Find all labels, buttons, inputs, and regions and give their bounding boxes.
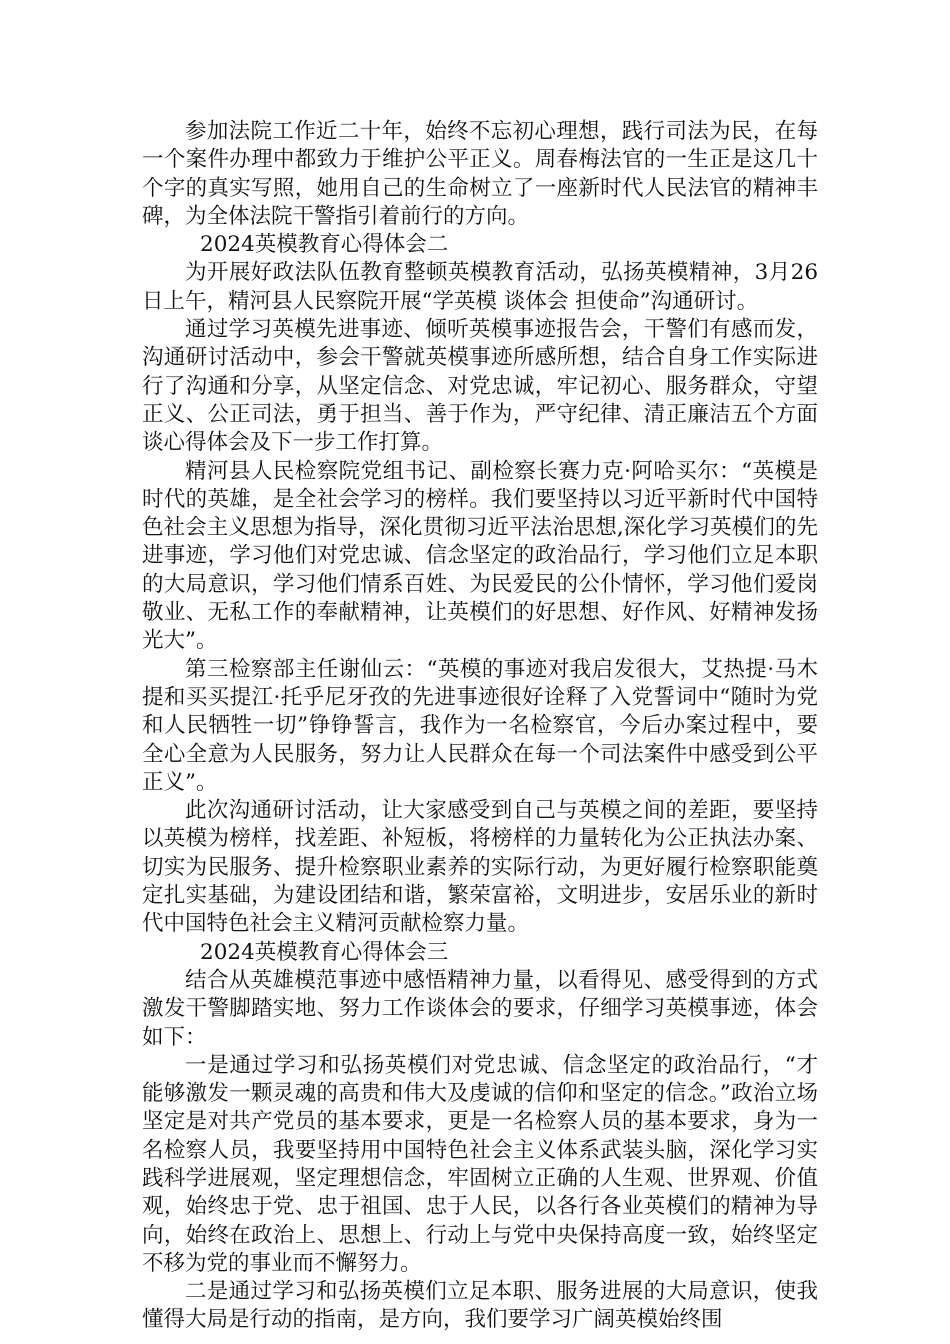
- paragraph: 为开展好政法队伍教育整顿英模教育活动，弘扬英模精神，3月26日上午，精河县人民察院开展“学英模 谈体会 担使命”沟通研讨。: [142, 260, 818, 314]
- paragraph: 精河县人民检察院党组书记、副检察长赛力克·阿哈买尔：“英模是时代的英雄，是全社会学习的榜样。我们要坚持以习近平新时代中国特色社会主义思想为指导，深化贯彻习近平法治思想,深化学习英模们的先进事迹，学习他们对党忠诚、信念坚定的政治品行，学习他们立足本职的大局意识，学习他们情系百姓、为民爱民的公仆情怀，学习他们爱岗敬业、无私工作的奉献精神，让英模们的好思想、好作风、好精神发扬光大”。: [142, 458, 818, 654]
- paragraph: 一是通过学习和弘扬英模们对党忠诚、信念坚定的政治品行，“才能够激发一颗灵魂的高贵和伟大及虔诚的信仰和坚定的信念。”政治立场坚定是对共产党员的基本要求，更是一名检察人员的基本要求，身为一名检察人员，我要坚持用中国特色社会主义体系武装头脑，深化学习实践科学进展观，坚定理想信念，牢固树立正确的人生观、世界观、价值观，始终忠于党、忠于祖国、忠于人民，以各行各业英模们的精神为导向，始终在政治上、思想上、行动上与党中央保持高度一致，始终坚定不移为党的事业而不懈努力。: [142, 1052, 818, 1276]
- paragraph: 此次沟通研讨活动，让大家感受到自己与英模之间的差距，要坚持以英模为榜样，找差距、补短板，将榜样的力量转化为公正执法办案、切实为民服务、提升检察职业素养的实际行动，为更好履行检察职能奠定扎实基础，为建设团结和谐，繁荣富裕，文明进步，安居乐业的新时代中国特色社会主义精河贡献检察力量。: [142, 798, 818, 937]
- section-heading: 2024英模教育心得体会二: [200, 232, 449, 258]
- section-heading: 2024英模教育心得体会三: [200, 939, 449, 965]
- paragraph: 二是通过学习和弘扬英模们立足本职、服务进展的大局意识，使我懂得大局是行动的指南，是方向，我们要学习广阔英模始终围: [142, 1279, 818, 1333]
- paragraph: 第三检察部主任谢仙云：“英模的事迹对我启发很大，艾热提·马木提和买买提江·托乎尼牙孜的先进事迹很好诠释了入党誓词中“随时为党和人民牺牲一切”铮铮誓言，我作为一名检察官，今后办案过程中，要全心全意为人民服务，努力让人民群众在每一个司法案件中感受到公平正义”。: [142, 656, 818, 795]
- paragraph: 通过学习英模先进事迹、倾听英模事迹报告会，干警们有感而发，沟通研讨活动中，参会干警就英模事迹所感所想，结合自身工作实际进行了沟通和分享，从坚定信念、对党忠诚，牢记初心、服务群众，守望正义、公正司法，勇于担当、善于作为，严守纪律、清正廉洁五个方面谈心得体会及下一步工作打算。: [142, 317, 818, 456]
- paragraph: 参加法院工作近二十年，始终不忘初心理想，践行司法为民，在每一个案件办理中都致力于维护公平正义。周春梅法官的一生正是这几十个字的真实写照，她用自己的生命树立了一座新时代人民法官的精神丰碑，为全体法院干警指引着前行的方向。: [142, 119, 818, 229]
- document-body: [142, 118, 818, 1335]
- paragraph: 结合从英雄模范事迹中感悟精神力量，以看得见、感受得到的方式激发干警脚踏实地、努力工作谈体会的要求，仔细学习英模事迹，体会如下：: [142, 967, 818, 1050]
